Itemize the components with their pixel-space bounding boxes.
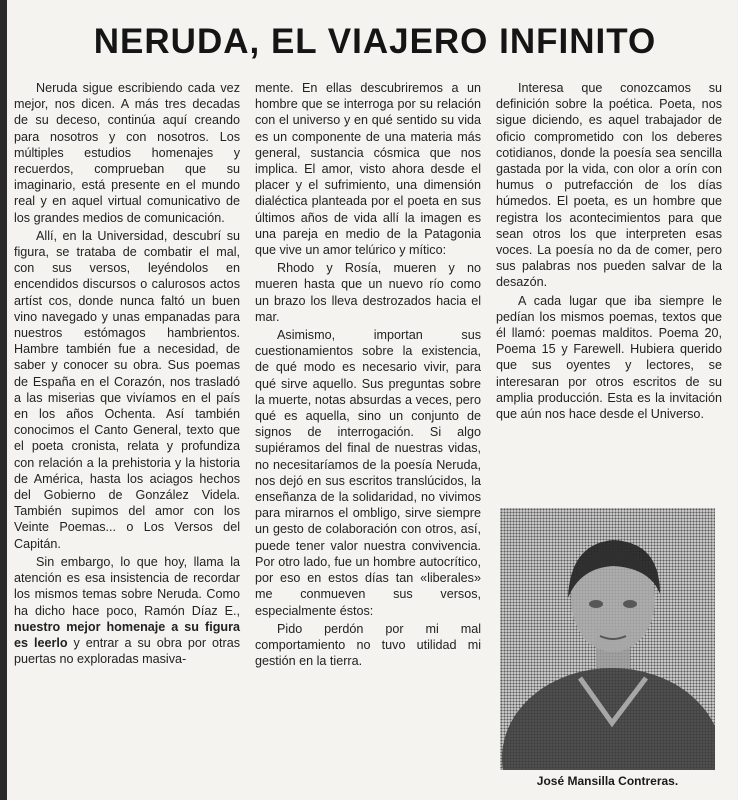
- col1-paragraph-1: Neruda sigue escribiendo cada vez mejor, nos dicen. A más tres decadas de su deceso, continúa aquí creando para nosotros y con nosotros. Los múltiples estudios homenajes y recuerdos, comprueban que su imaginario, está presente en el mundo real y en aquel virtual comunicativo de los grandes medios de comunicación.: [14, 81, 240, 225]
- col2-verse-2: Pido perdón por mi mal comportamiento no tuvo utilidad mi gestión en la tierra.: [255, 621, 481, 669]
- article-column-3: [496, 80, 722, 422]
- col2-verse-1: Rhodo y Rosía, mueren y no mueren hasta que un nuevo río como un brazo los lleva destrozados hacia el mar.: [255, 261, 481, 324]
- col3-paragraph-2: A cada lugar que iba siempre le pedían los mismos poemas, textos que él llamó: poemas malditos. Poema 20, Poema 15 y Farewell. Hubiera querido que sus oyentes y lectores, se interesaran por otros escritos de su amplia producción. Esta es la invitación que aún nos hace desde el Universo.: [496, 293, 722, 422]
- col1-paragraph-3-start: Sin embargo, lo que hoy, llama la atención es esa insistencia de recordar los mismos temas sobre Neruda. Como ha dicho hace poco, Ramón Díaz E.,: [14, 554, 240, 618]
- article-column-2: [255, 80, 481, 669]
- article-column-1: [14, 80, 240, 667]
- col1-paragraph-3-end: y entrar a su obra por otras puertas no exploradas masiva-: [14, 635, 240, 667]
- photo-caption: José Mansilla Contreras.: [536, 774, 679, 788]
- left-margin-rule: [0, 0, 7, 800]
- col1-paragraph-3-bold: nuestro mejor homenaje a su figura es leerlo: [14, 619, 240, 650]
- col1-paragraph-2: Allí, en la Universidad, descubrí su figura, se trataba de combatir el mal, con sus versos, leyéndolos en encendidos discursos o calurosos actos artíst cos, donde nunca faltó un buen vino navegado y unas empanadas para nuestros estómagos hambrientos. Hambre también fue a necesidad, de saber y conocer su obra. Sus poemas de España en el Corazón, nos trasladó a las miserias que vivíamos en el país en los años Ochenta. Así también conocimos el Canto General, texto que el poeta cronista, relata y profundiza con relación a la prehistoria y la historia de América, hasta los aciagos hechos del Gobierno de González Videla. También supimos del amor con los Veinte Poemas... o Los Versos del Capitán.: [14, 228, 240, 551]
- col2-paragraph-2: Asimismo, importan sus cuestionamientos sobre la existencia, de qué modo es necesario vivir, para qué sirve aquello. Sus preguntas sobre la muerte, notas absurdas a veces, pero qué es aquella, sino un conjunto de signos de interrogación. Si algo supiéramos del final de nuestras vidas, no necesitaríamos de la poesía Neruda, nos dejó en sus escritos translúcidos, la enseñanza de la solidaridad, no vivimos para mirarnos el ombligo, sirve siempre un gesto de colaboración con otros, así, puede tener valor nuestra convivencia. Por otro lado, fue un hombre autocrítico, por eso en estos días tan «liberales» me conmueven sus versos, especialmente éstos:: [255, 328, 481, 618]
- col2-paragraph-1: mente. En ellas descubriremos a un hombre que se interroga por su relación con el universo y en qué sentido su vida es un componente de una materia más general, sustancia cósmica que nos implica. El amor, visto ahora desde el placer y el sufrimiento, una dimensión dialéctica planteada por el poeta en sus últimos años de vida allí la imagen es una pareja en medio de la Patagonia que vive un amor telúrico y mítico:: [255, 81, 481, 258]
- author-portrait-illustration: [500, 508, 715, 770]
- col3-paragraph-1: Interesa que conozcamos su definición sobre la poética. Poeta, nos sigue diciendo, es aquel trabajador de oficio comprometido con los deberes cotidianos, donde la poesía sea sencilla gastada por la vida, con olor a orín con humus o putrefacción de los días húmedos. El poeta, es un hombre que registra los acontecimientos para que sean otros los que interpreten esas voces. La poesía no da de comer, pero sus palabras nos pueden salvar de la desazón.: [496, 81, 722, 290]
- col1-paragraph-3: [14, 554, 240, 667]
- author-photo: [500, 508, 715, 770]
- article-title: NERUDA, EL VIAJERO INFINITO: [93, 22, 657, 61]
